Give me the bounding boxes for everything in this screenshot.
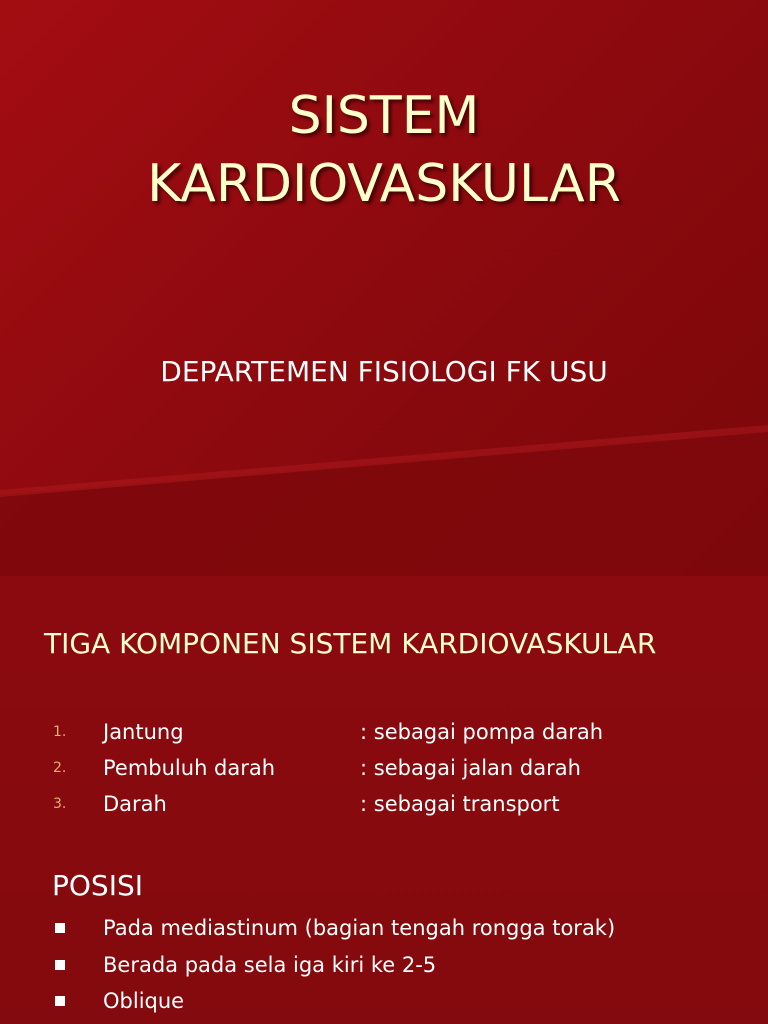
component-item (0, 750, 768, 786)
square-bullet-icon (55, 996, 65, 1006)
posisi-item (0, 983, 768, 1019)
posisi-item (0, 910, 768, 946)
posisi-heading: POSISI (52, 869, 143, 902)
component-number: 1. (53, 724, 67, 740)
slide-heading: TIGA KOMPONEN SISTEM KARDIOVASKULAR (44, 627, 657, 660)
posisi-item (0, 947, 768, 983)
square-bullet-icon (55, 960, 65, 970)
component-item (0, 786, 768, 822)
component-number: 2. (53, 760, 67, 776)
slide-title-line-1: SISTEM (288, 86, 480, 146)
component-name: Darah (103, 792, 167, 816)
component-description: : sebagai jalan darah (360, 756, 581, 780)
component-description: : sebagai pompa darah (360, 720, 604, 744)
slide-subtitle: DEPARTEMEN FISIOLOGI FK USU (160, 355, 608, 388)
square-bullet-icon (55, 923, 65, 933)
posisi-text: Oblique (103, 989, 185, 1013)
component-item (0, 714, 768, 750)
component-description: : sebagai transport (360, 792, 560, 816)
posisi-text: Pada mediastinum (bagian tengah rongga torak) (103, 916, 616, 940)
component-name: Jantung (103, 720, 184, 744)
posisi-text: Berada pada sela iga kiri ke 2-5 (103, 953, 437, 977)
component-number: 3. (53, 796, 67, 812)
component-name: Pembuluh darah (103, 756, 276, 780)
slide-title-line-2: KARDIOVASKULAR (147, 154, 621, 214)
slide-content (0, 576, 768, 1024)
